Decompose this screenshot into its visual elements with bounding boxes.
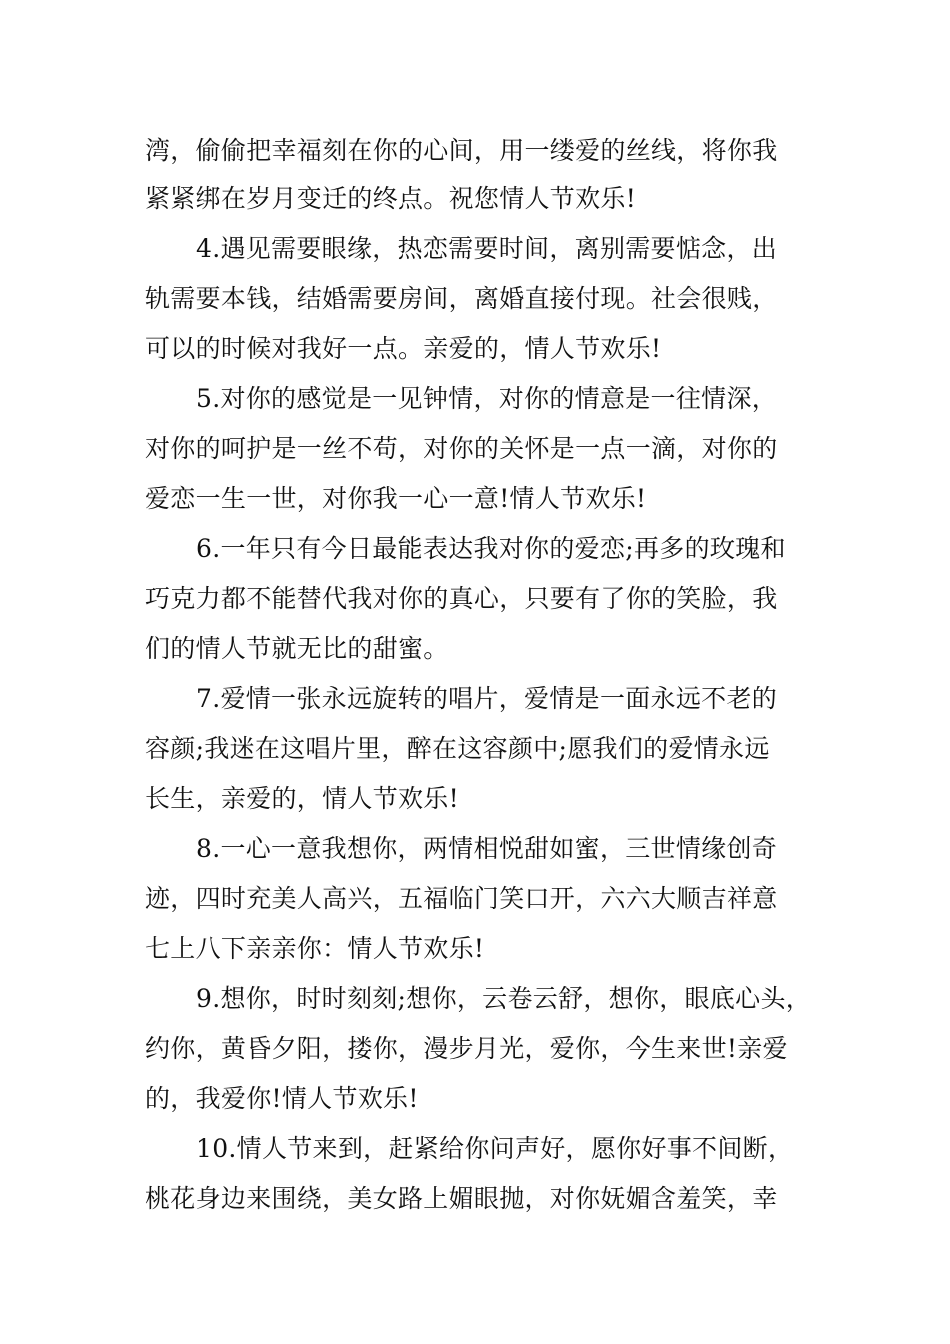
paragraph-9-start: 9.想你，时时刻刻;想你，云卷云舒，想你，眼底心头， <box>196 984 812 1013</box>
paragraph-6-start: 6.一年只有今日最能表达我对你的爱恋;再多的玫瑰和 <box>196 534 786 563</box>
text-line: 们的情人节就无比的甜蜜。 <box>145 634 449 663</box>
paragraph-5-start: 5.对你的感觉是一见钟情，对你的情意是一往情深， <box>196 384 778 413</box>
paragraph-8-start: 8.一心一意我想你，两情相悦甜如蜜，三世情缘创奇 <box>196 834 778 863</box>
text-line: 桃花身边来围绕，美女路上媚眼抛，对你妩媚含羞笑，幸 <box>145 1184 778 1213</box>
text-line: 迹，四时充美人高兴，五福临门笑口开，六六大顺吉祥意 <box>145 884 778 913</box>
text-line: 湾，偷偷把幸福刻在你的心间，用一缕爱的丝线，将你我 <box>145 136 778 165</box>
text-line: 巧克力都不能替代我对你的真心，只要有了你的笑脸，我 <box>145 584 778 613</box>
text-line: 七上八下亲亲你：情人节欢乐! <box>145 934 485 963</box>
paragraph-4-start: 4.遇见需要眼缘，热恋需要时间，离别需要惦念，出 <box>196 234 778 263</box>
text-line: 的，我爱你!情人节欢乐! <box>145 1084 419 1113</box>
text-line: 约你，黄昏夕阳，搂你，漫步月光，爱你，今生来世!亲爱 <box>145 1034 788 1063</box>
text-line: 可以的时候对我好一点。亲爱的，情人节欢乐! <box>145 334 662 363</box>
paragraph-10-start: 10.情人节来到，赶紧给你问声好，愿你好事不间断， <box>196 1134 794 1163</box>
text-line: 容颜;我迷在这唱片里，醉在这容颜中;愿我们的爱情永远 <box>145 734 770 763</box>
text-line: 紧紧绑在岁月变迁的终点。祝您情人节欢乐! <box>145 184 637 213</box>
text-line: 对你的呵护是一丝不苟，对你的关怀是一点一滴，对你的 <box>145 434 778 463</box>
text-line: 爱恋一生一世，对你我一心一意!情人节欢乐! <box>145 484 647 513</box>
text-line: 轨需要本钱，结婚需要房间，离婚直接付现。社会很贱， <box>145 284 778 313</box>
text-line: 长生，亲爱的，情人节欢乐! <box>145 784 459 813</box>
paragraph-7-start: 7.爱情一张永远旋转的唱片，爱情是一面永远不老的 <box>196 684 778 713</box>
